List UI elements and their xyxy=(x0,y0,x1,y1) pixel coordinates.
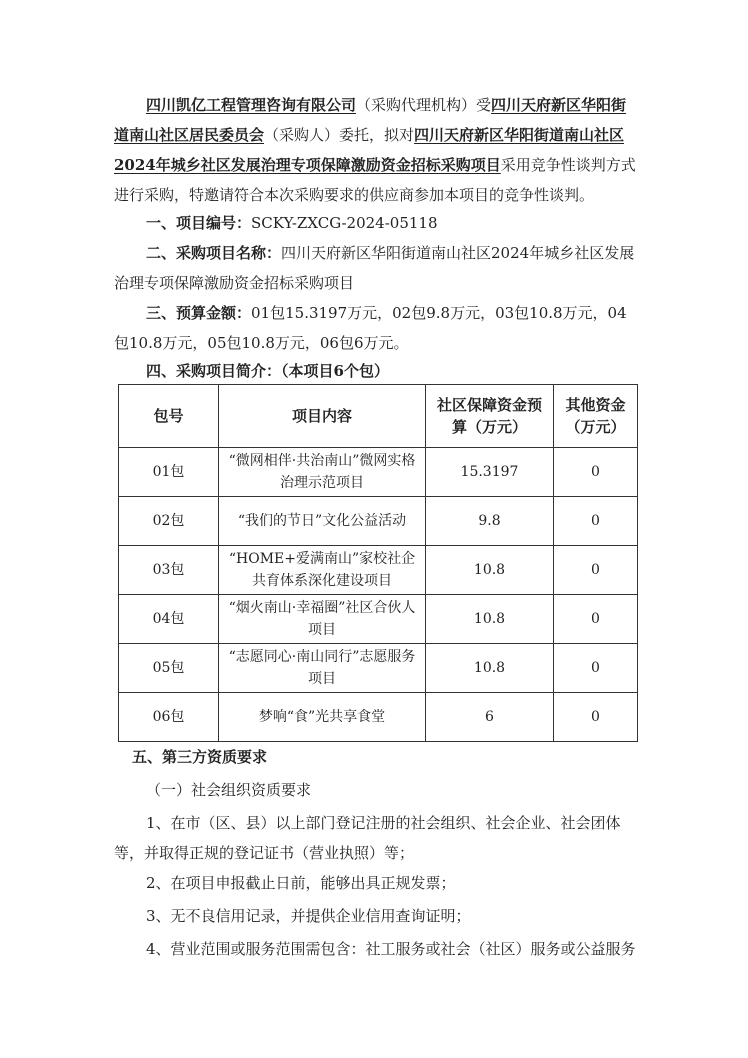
cell-content: “我们的节日”文化公益活动 xyxy=(219,497,426,546)
cell-package: 06包 xyxy=(119,693,219,742)
cell-content: “微网相伴·共治南山”微网实格治理示范项目 xyxy=(219,448,426,497)
cell-other: 0 xyxy=(554,595,638,644)
cell-budget: 15.3197 xyxy=(426,448,554,497)
table-row xyxy=(119,693,638,742)
cell-budget: 10.8 xyxy=(426,546,554,595)
item-budget xyxy=(114,298,638,358)
project-name: 四川天府新区华阳街道南山社区2024年城乡社区发展治理专项保障激励资金招标采购项目 xyxy=(114,126,625,174)
requirement-3: 3、无不良信用记录，并提供企业信用查询证明； xyxy=(146,907,471,925)
table-row xyxy=(119,546,638,595)
intro-rest: 采用竞争性谈判方式进行采购，特邀请符合本次采购要求的供应商参加本项目的竞争性谈判。 xyxy=(114,156,636,204)
cell-package: 03包 xyxy=(119,546,219,595)
item-4-heading: 四、采购项目简介：（本项目6个包） xyxy=(146,362,389,380)
cell-budget: 10.8 xyxy=(426,644,554,693)
table-row xyxy=(119,497,638,546)
item-project-name xyxy=(114,238,638,298)
header-package: 包号 xyxy=(119,385,219,448)
cell-package: 05包 xyxy=(119,644,219,693)
cell-package: 04包 xyxy=(119,595,219,644)
cell-package: 01包 xyxy=(119,448,219,497)
cell-other: 0 xyxy=(554,693,638,742)
item-3-value: 01包15.3197万元，02包9.8万元，03包10.8万元，04包10.8万元，05包10.8万元，06包6万元。 xyxy=(114,304,627,352)
cell-content: 梦响“食”光共享食堂 xyxy=(219,693,426,742)
cell-content: “HOME+爱满南山”家校社企共育体系深化建设项目 xyxy=(219,546,426,595)
cell-package: 02包 xyxy=(119,497,219,546)
header-budget: 社区保障资金预算（万元） xyxy=(426,385,554,448)
item-1-heading: 一、项目编号： xyxy=(146,214,252,232)
header-content: 项目内容 xyxy=(219,385,426,448)
cell-content: “烟火南山·幸福圈”社区合伙人项目 xyxy=(219,595,426,644)
item-2-value: 四川天府新区华阳街道南山社区2024年城乡社区发展治理专项保障激励资金招标采购项目 xyxy=(114,244,635,292)
cell-other: 0 xyxy=(554,546,638,595)
header-other: 其他资金（万元） xyxy=(554,385,638,448)
cell-other: 0 xyxy=(554,497,638,546)
table-row xyxy=(119,644,638,693)
agency-role: （采购代理机构）受 xyxy=(356,96,492,114)
requirement-2: 2、在项目申报截止日前，能够出具正规发票； xyxy=(146,874,456,892)
cell-budget: 6 xyxy=(426,693,554,742)
item-2-heading: 二、采购项目名称： xyxy=(146,244,282,262)
purchaser-name: 四川天府新区华阳街道南山社区居民委员会 xyxy=(114,96,627,144)
requirement-1: 1、在市（区、县）以上部门登记注册的社会组织、社会企业、社会团体等，并取得正规的登记证书（营业执照）等； xyxy=(114,814,621,862)
package-table xyxy=(118,384,638,742)
cell-other: 0 xyxy=(554,644,638,693)
table-header-row xyxy=(119,385,638,448)
item-3-heading: 三、预算金额： xyxy=(146,304,252,322)
cell-budget: 10.8 xyxy=(426,595,554,644)
cell-budget: 9.8 xyxy=(426,497,554,546)
table-row xyxy=(119,448,638,497)
requirement-4: 4、营业范围或服务范围需包含：社工服务或社会（社区）服务或公益服务 xyxy=(146,940,636,958)
purchaser-role: （采购人）委托，拟对 xyxy=(264,126,415,144)
item-project-number xyxy=(114,208,638,238)
cell-content: “志愿同心·南山同行”志愿服务项目 xyxy=(219,644,426,693)
agency-name: 四川凯亿工程管理咨询有限公司 xyxy=(146,96,357,114)
sub-heading-social-org: （一）社会组织资质要求 xyxy=(146,781,312,799)
item-1-value: SCKY-ZXCG-2024-05118 xyxy=(251,214,438,232)
cell-other: 0 xyxy=(554,448,638,497)
item-5-heading: 五、第三方资质要求 xyxy=(132,748,268,766)
table-row xyxy=(119,595,638,644)
intro-paragraph xyxy=(114,90,638,210)
